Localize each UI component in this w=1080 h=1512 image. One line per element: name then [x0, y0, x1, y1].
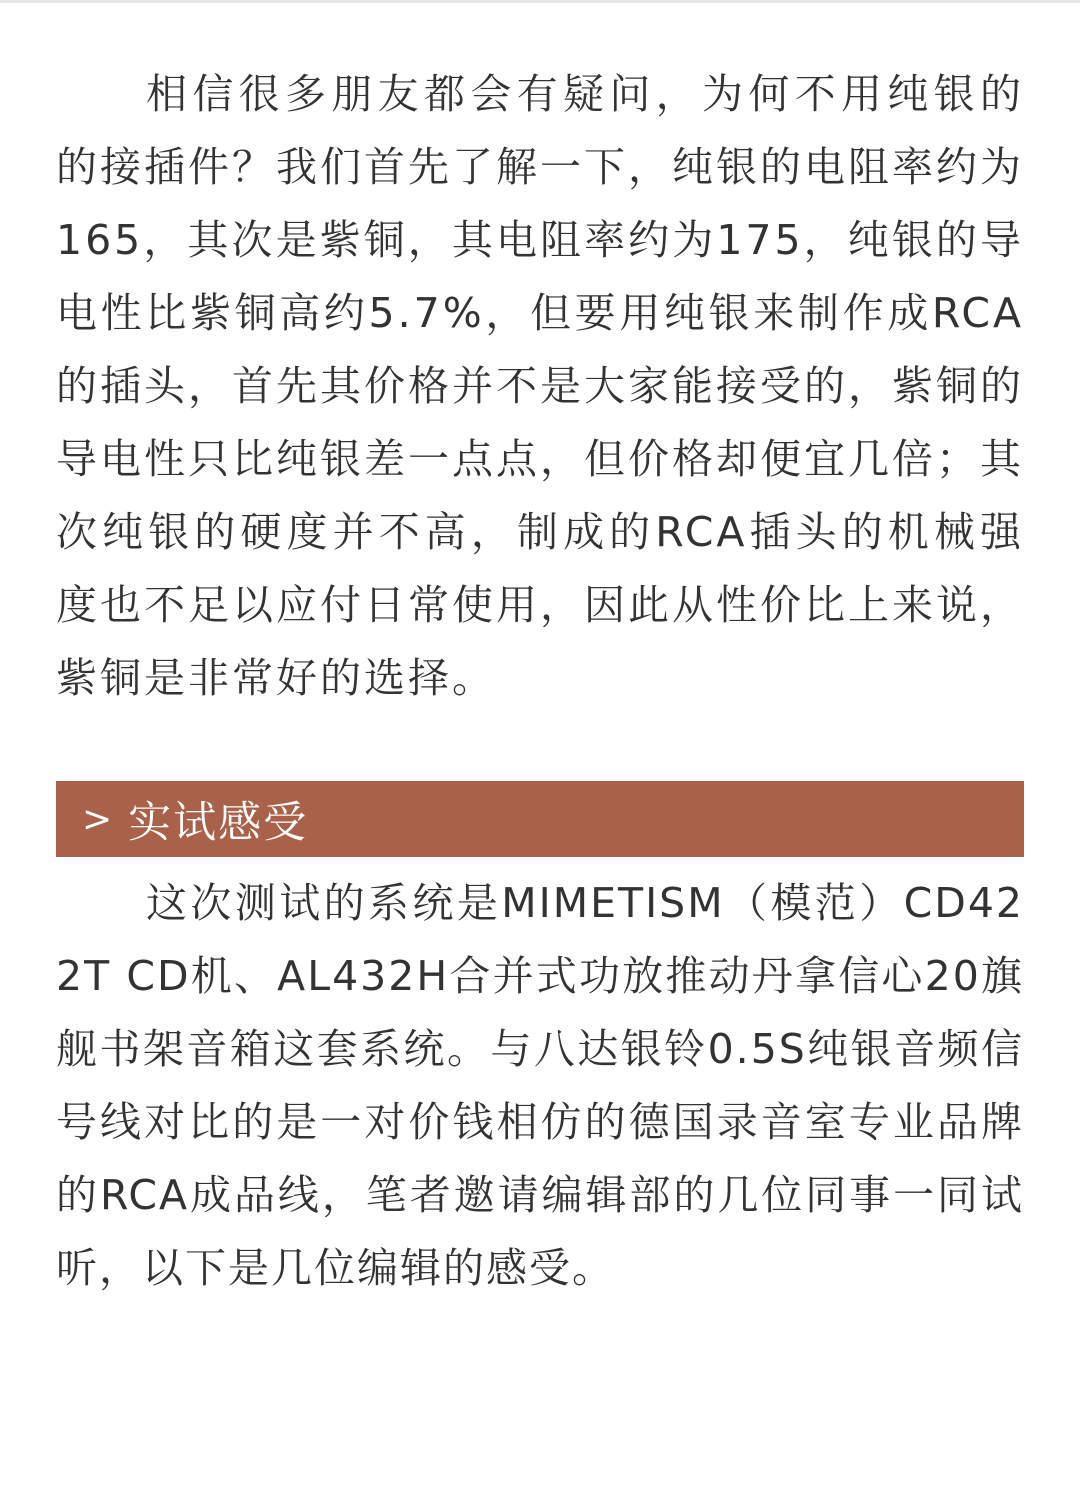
section-header-listening-test [56, 781, 1024, 857]
paragraph-silver-vs-copper: 相信很多朋友都会有疑问，为何不用纯银的的接插件？我们首先了解一下，纯银的电阻率约为165，其次是紫铜，其电阻率约为175，纯银的导电性比紫铜高约5.7%，但要用纯银来制作成RCA的插头，首先其价格并不是大家能接受的，紫铜的导电性只比纯银差一点点，但价格却便宜几倍；其次纯银的硬度并不高，制成的RCA插头的机械强度也不足以应付日常使用，因此从性价比上来说，紫铜是非常好的选择。 [56, 70, 1024, 702]
top-divider [0, 0, 1080, 3]
section-title: 实试感受 [128, 797, 309, 848]
paragraph-test-system: 这次测试的系统是MIMETISM（模范）CD422T CD机、AL432H合并式功放推动丹拿信心20旗舰书架音箱这套系统。与八达银铃0.5S纯银音频信号线对比的是一对价钱相仿的德国录音室专业品牌的RCA成品线，笔者邀请编辑部的几位同事一同试听，以下是几位编辑的感受。 [56, 879, 1024, 1292]
article-body [56, 58, 1024, 1305]
chevron-right-icon: > [82, 798, 115, 840]
